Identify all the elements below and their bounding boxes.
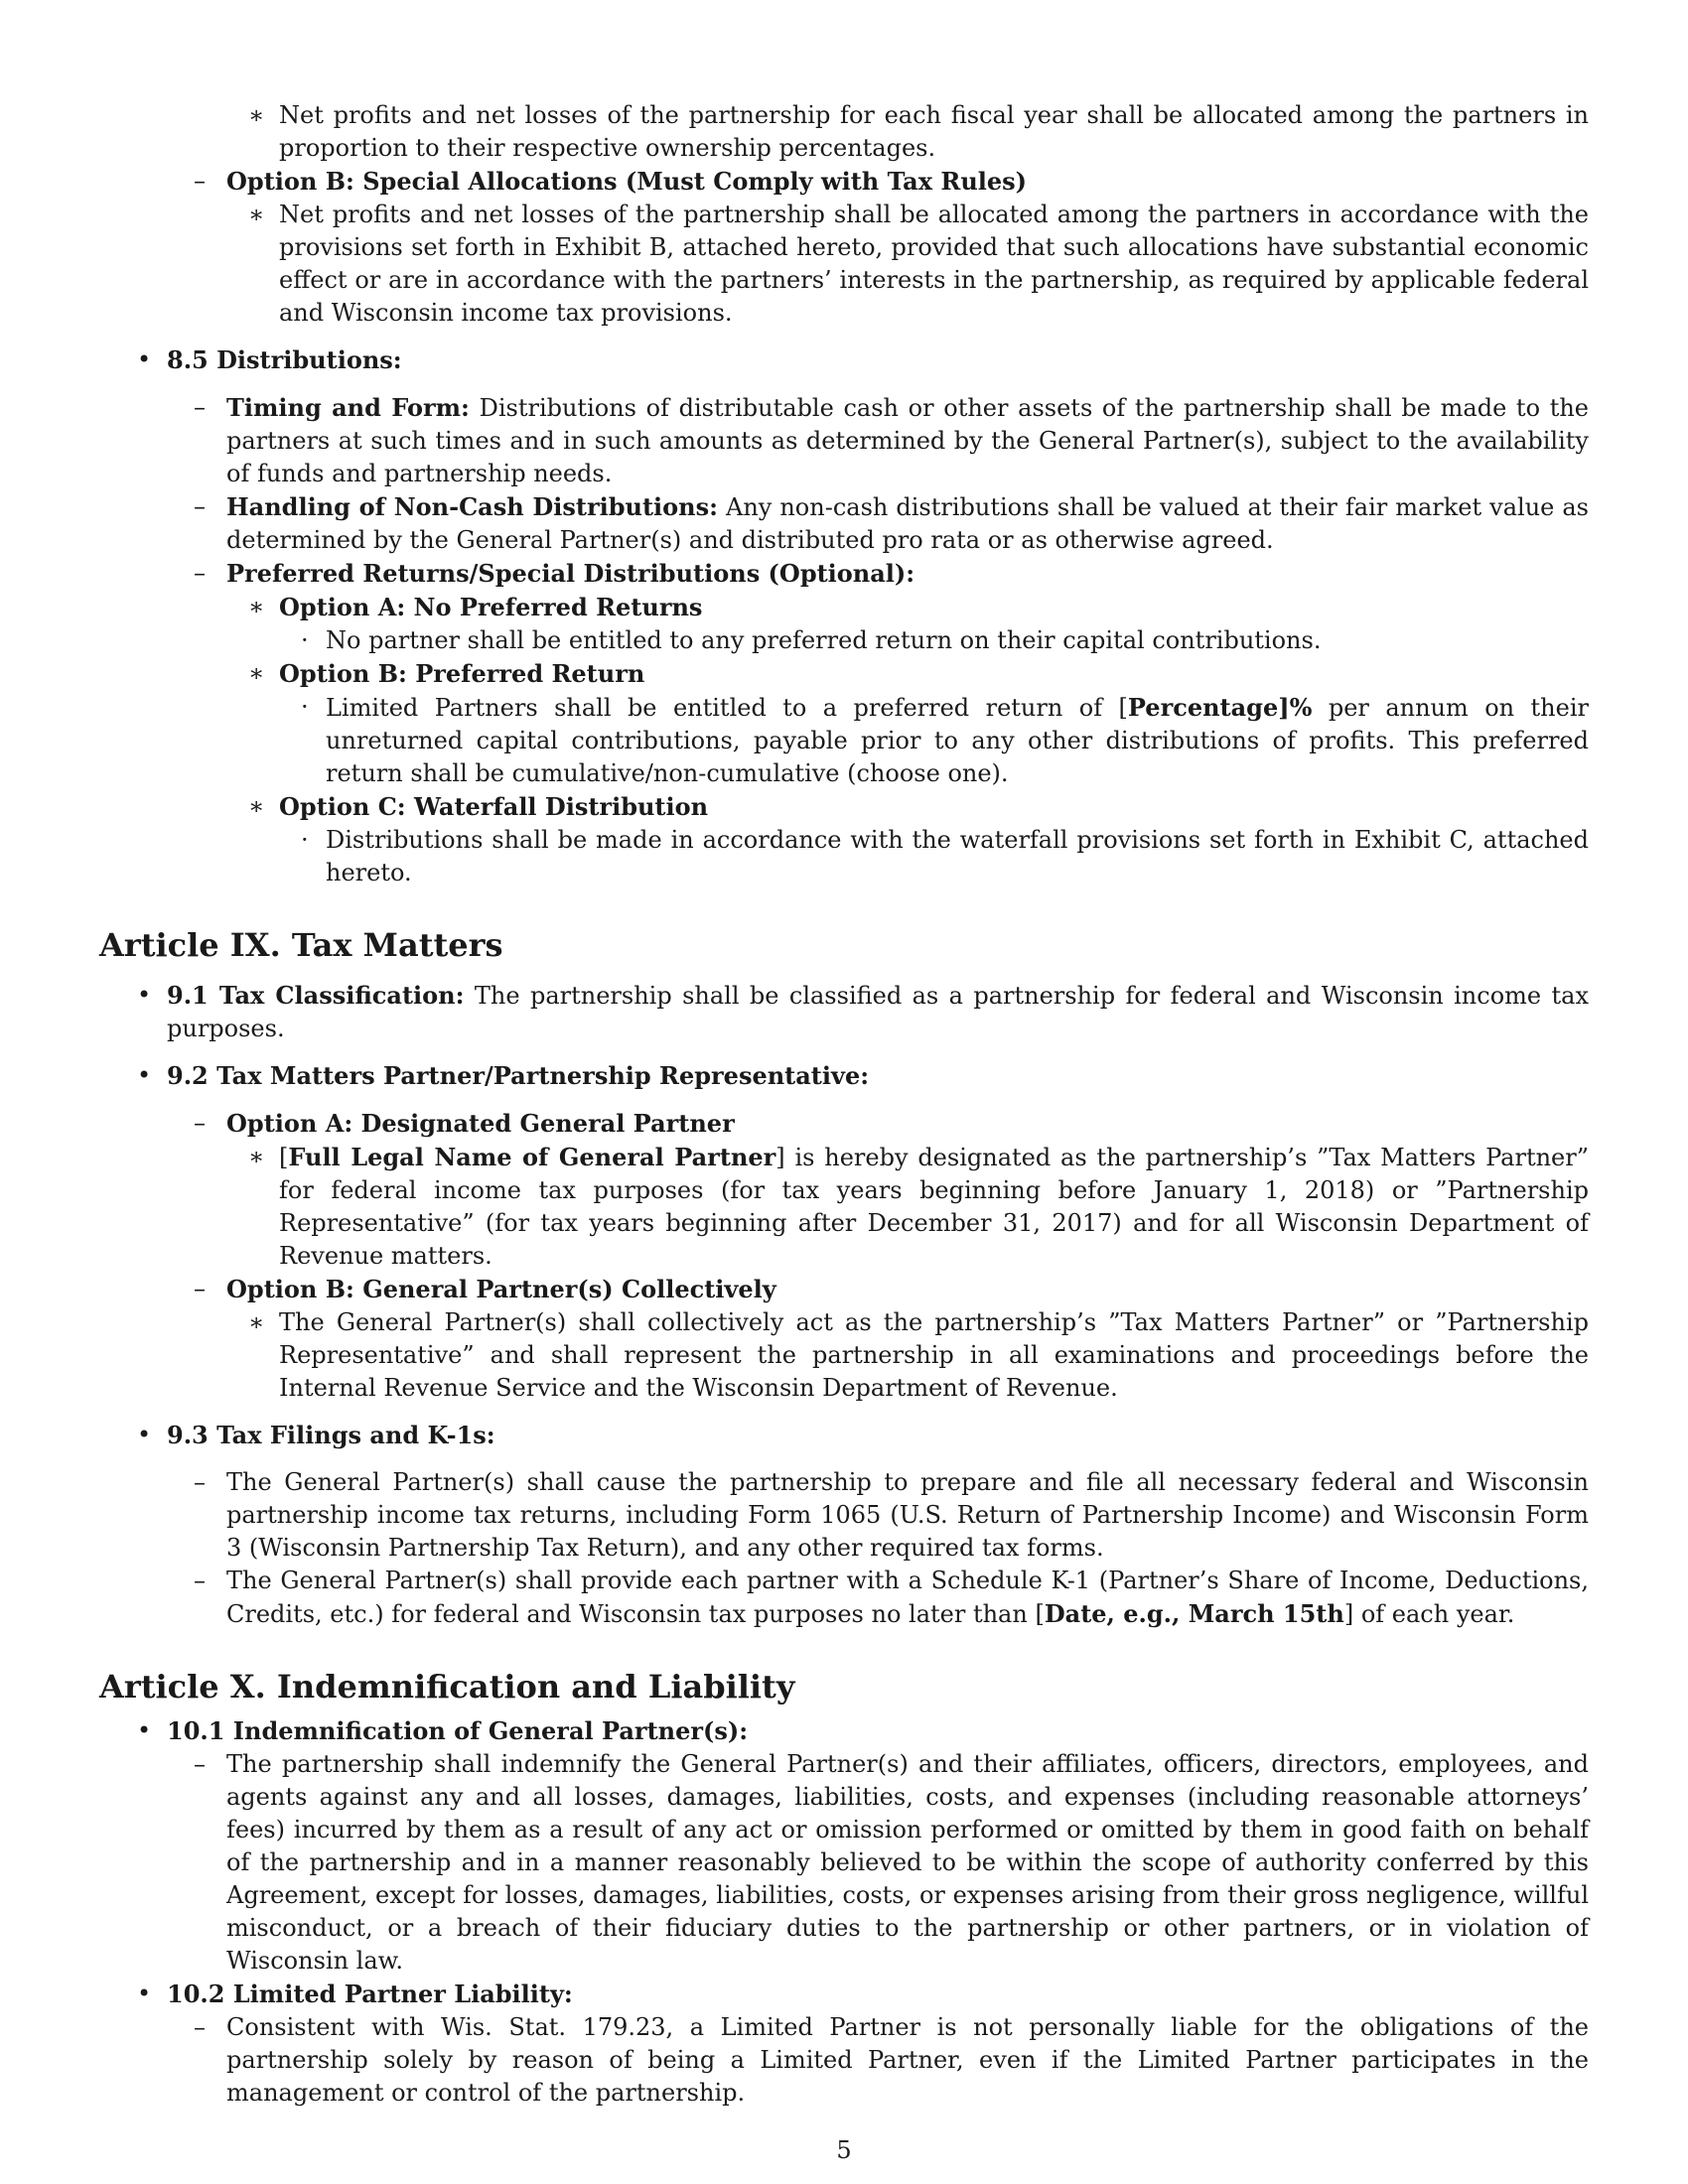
star-marker: ∗: [248, 201, 265, 228]
preferred-option-a: ∗ Option A: No Preferred Returns: [248, 593, 703, 621]
section-8-5-title: 8.5 Distributions:: [167, 345, 402, 374]
allocation-option-b-text: ∗ Net profits and net losses of the partnership shall be allocated among the partners in accordance with the provisions set forth in Exhibit B, attached hereto, provided that such allocations have substantial economic effect or are in accordance with the partners’ interests in the partnership, as required by applicable federal and Wisconsin income tax provisions.: [248, 201, 1589, 327]
tax-option-b: – Option B: General Partner(s) Collectively: [194, 1275, 776, 1303]
non-cash-distributions: – Handling of Non-Cash Distributions: Any non-cash distributions shall be valued at their fair market value as determined by the General Partner(s) and distributed pro rata or as otherwise agreed.: [194, 492, 1589, 554]
preferred-returns: – Preferred Returns/Special Distributions (Optional):: [194, 559, 915, 588]
section-9-3: • 9.3 Tax Filings and K-1s:: [137, 1421, 495, 1449]
dash-marker: –: [194, 1468, 206, 1496]
percentage-placeholder: Percentage: [1127, 693, 1279, 722]
bullet-marker: •: [137, 1061, 152, 1089]
bullet-marker: •: [137, 981, 152, 1009]
section-9-1: • 9.1 Tax Classification: The partnership shall be classified as a partnership for federal and Wisconsin income tax purposes.: [137, 981, 1590, 1042]
dash-marker: –: [194, 1567, 206, 1594]
preferred-option-c: ∗ Option C: Waterfall Distribution: [248, 792, 709, 821]
preferred-option-b-text: · Limited Partners shall be entitled to a preferred return of [Percentage]% per annum on their unreturned capital contributions, payable prior to any other distributions of profits. This preferred return shall be cumulative/non-cumulative (choose one).: [301, 693, 1589, 787]
allocation-option-b: [99, 165, 1589, 199]
page-number: 5: [836, 2136, 852, 2164]
preferred-option-a-text: · No partner shall be entitled to any preferred return on their capital contributions.: [99, 624, 1589, 657]
tax-option-a: – Option A: Designated General Partner: [194, 1109, 735, 1138]
indemnification-text: – The partnership shall indemnify the General Partner(s) and their affiliates, officers, directors, employees, and agents against any and all losses, damages, liabilities, costs, and expenses (including reasonable attorneys’ fees) incurred by them as a result of any act or omission performed or omitted by them in good faith on behalf of the partnership and in a manner reasonably believed to be within the scope of authority conferred by this Agreement, except for losses, damages, liabilities, costs, or expenses arising from their gross negligence, willful misconduct, or a breach of their fiduciary duties to the partnership or other partners, or in violation of Wisconsin law.: [194, 1750, 1589, 1975]
tax-option-a-text: ∗ [Full Legal Name of General Partner] is hereby designated as the partnership’s ”Tax Matters Partner” for federal income tax purposes (for tax years beginning before January 1, 2018) or ”Partnership Representative” (for tax years beginning after December 31, 2017) and for all Wisconsin Department of Revenue matters.: [248, 1143, 1589, 1270]
star-marker: ∗: [248, 593, 265, 620]
limited-partner-liability-text: – Consistent with Wis. Stat. 179.23, a Limited Partner is not personally liable for the obligations of the partnership solely by reason of being a Limited Partner, even if the Limited Partner participates in the management or control of the partnership.: [194, 2013, 1589, 2107]
star-marker: ∗: [248, 101, 265, 129]
preferred-option-c-text: · Distributions shall be made in accordance with the waterfall provisions set forth in Exhibit C, attached hereto.: [301, 826, 1589, 887]
allocation-option-b-title: Option B: Special Allocations (Must Comply with Tax Rules): [226, 167, 1028, 196]
article-ix-heading: Article IX. Tax Matters: [99, 926, 503, 964]
bullet-marker: •: [137, 1421, 152, 1448]
article-x-heading: Article X. Indemnification and Liability: [99, 1668, 795, 1706]
section-9-2: • 9.2 Tax Matters Partner/Partnership Representative:: [137, 1061, 870, 1090]
dot-marker: ·: [301, 693, 309, 721]
date-placeholder: Date, e.g., March 15th: [1044, 1599, 1344, 1628]
star-marker: ∗: [248, 792, 265, 820]
section-8-5: [99, 343, 1589, 377]
star-marker: ∗: [248, 1143, 265, 1170]
section-10-2: • 10.2 Limited Partner Liability:: [137, 1979, 573, 2008]
dot-marker: ·: [301, 826, 309, 854]
dash-marker: –: [194, 1109, 206, 1137]
star-marker: ∗: [248, 659, 265, 687]
tax-filing-2: – The General Partner(s) shall provide each partner with a Schedule K-1 (Partner’s Share of Income, Deductions, Credits, etc.) for federal and Wisconsin tax purposes no later than [Date, e.g., March 15th] of each year.: [194, 1567, 1589, 1628]
dash-marker: –: [194, 492, 206, 520]
dash-marker: –: [194, 167, 206, 195]
section-10-1: • 10.1 Indemnification of General Partner(s):: [137, 1716, 749, 1745]
timing-and-form: – Timing and Form: Distributions of distributable cash or other assets of the partnership shall be made to the partners at such times and in such amounts as determined by the General Partner(s), subject to the availability of funds and partnership needs.: [194, 393, 1590, 487]
preferred-option-b: ∗ Option B: Preferred Return: [248, 659, 645, 688]
dash-marker: –: [194, 393, 206, 421]
tax-filing-1: – The General Partner(s) shall cause the partnership to prepare and file all necessary federal and Wisconsin partnership income tax returns, including Form 1065 (U.S. Return of Partnership Income) and Wisconsin Form 3 (Wisconsin Partnership Tax Return), and any other required tax forms.: [194, 1468, 1589, 1562]
bullet-marker: •: [137, 1979, 152, 2007]
dash-marker: –: [194, 559, 206, 587]
dash-marker: –: [194, 1275, 206, 1302]
dot-marker: ·: [301, 626, 309, 654]
allocation-option-a-text: ∗ Net profits and net losses of the partnership for each fiscal year shall be allocated among the partners in proportion to their respective ownership percentages.: [248, 101, 1589, 162]
dash-marker: –: [194, 1750, 206, 1778]
dash-marker: –: [194, 2013, 206, 2041]
star-marker: ∗: [248, 1308, 265, 1336]
tax-option-b-text: ∗ The General Partner(s) shall collectively act as the partnership’s ”Tax Matters Partner” or ”Partnership Representative” and shall represent the partnership in all examinations and proceedings before the Internal Revenue Service and the Wisconsin Department of Revenue.: [248, 1308, 1589, 1402]
bullet-marker: •: [137, 1716, 152, 1744]
page-content: [99, 99, 1589, 2110]
bullet-marker: •: [137, 345, 152, 373]
general-partner-name-placeholder: Full Legal Name of General Partner: [288, 1143, 776, 1171]
